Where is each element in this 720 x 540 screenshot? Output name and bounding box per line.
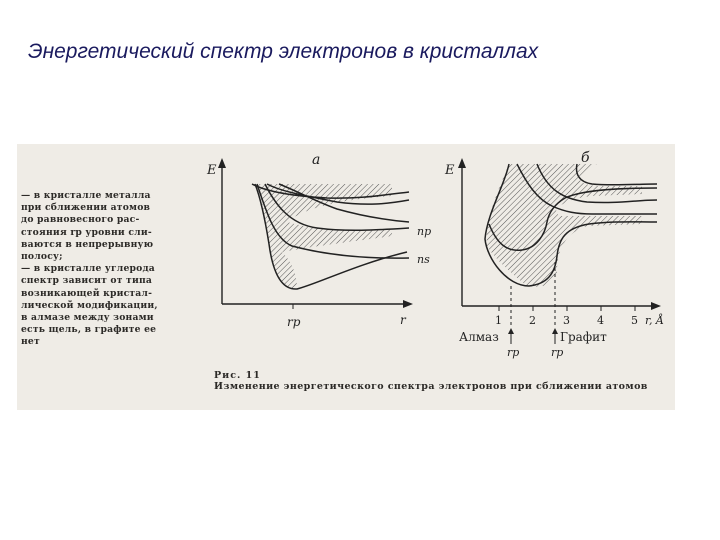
- caption-label: Рис. 11: [214, 370, 261, 381]
- panel-b-grafit-label: Графит: [560, 330, 607, 344]
- panel-b-almaz-rp: rp: [507, 346, 520, 359]
- side-line: ваются в непрерывную: [21, 238, 154, 250]
- caption-text: Изменение энергетического спектра электронов при сближении атомов: [214, 381, 648, 392]
- panel-a-x-arrow: [403, 300, 413, 308]
- panel-b-tick-5: 5: [631, 314, 638, 327]
- panel-b-tick-4: 4: [597, 314, 604, 327]
- side-annotation: [21, 190, 209, 349]
- panel-b-x-arrow: [651, 302, 661, 310]
- panel-a-y-label: E: [207, 163, 217, 178]
- figure-caption: [214, 370, 648, 392]
- panel-a-y-arrow: [218, 158, 226, 168]
- panel-a-x-label: r: [400, 313, 406, 327]
- panel-b-tick-2: 2: [529, 314, 536, 327]
- panel-b-grafit-rp: rp: [551, 346, 564, 359]
- side-line: нет: [21, 336, 40, 348]
- panel-a-letter: а: [312, 152, 321, 168]
- side-line: — в кристалле углерода: [21, 263, 155, 275]
- panel-b-y-arrow: [458, 158, 466, 168]
- panel-a-rp-label: rp: [287, 315, 301, 329]
- side-line: до равновесного рас-: [21, 214, 140, 226]
- side-line: возникающей кристал-: [21, 287, 153, 299]
- panel-b-tick-3: 3: [563, 314, 570, 327]
- panel-a-ns-label: ns: [417, 253, 430, 266]
- panel-b-x-label: r, Å: [645, 314, 664, 327]
- panel-b-y-label: E: [445, 163, 455, 178]
- panel-b-band: [487, 164, 642, 287]
- side-line: спектр зависит от типа: [21, 275, 153, 287]
- side-line: в алмазе между зонами: [21, 312, 154, 324]
- panel-b-tick-1: 1: [495, 314, 502, 327]
- side-line: есть щель, в графите ее: [21, 324, 157, 336]
- panel-b-letter: б: [581, 150, 590, 166]
- side-line: стояния rp уровни сли-: [21, 226, 152, 238]
- side-line: лической модификации,: [21, 299, 158, 311]
- side-line: полосу;: [21, 251, 63, 263]
- side-line: при сближении атомов: [21, 202, 151, 214]
- panel-b: [444, 150, 664, 359]
- scanned-figure: [17, 144, 675, 410]
- panel-a-np-label: np: [417, 225, 432, 238]
- panel-a: [206, 152, 431, 329]
- slide-title: Энергетический спектр электронов в кристаллах: [28, 40, 539, 63]
- panel-b-almaz-label: Алмаз: [459, 330, 499, 344]
- side-line: — в кристалле металла: [21, 190, 151, 201]
